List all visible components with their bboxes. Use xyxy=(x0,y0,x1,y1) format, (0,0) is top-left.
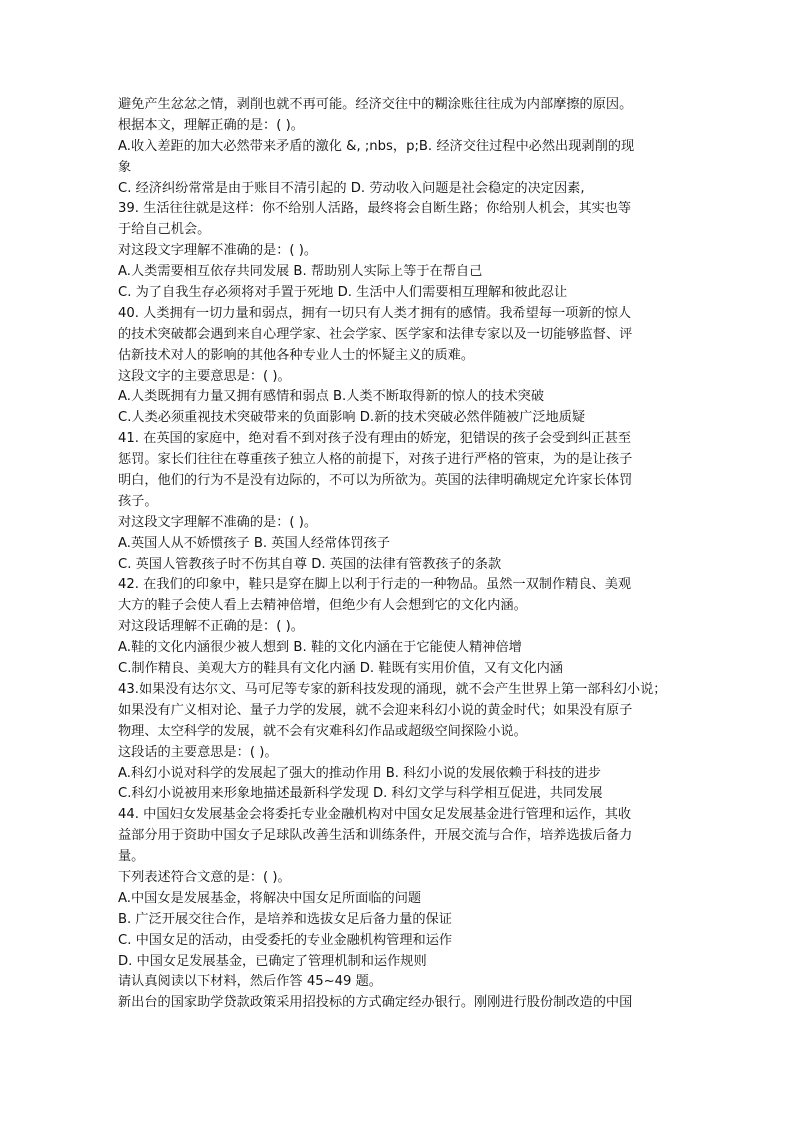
answer-options: C. 为了自我生存必须将对手置于死地 D. 生活中人们需要相互理解和彼此忍让 xyxy=(118,285,568,301)
question-39-text: 39. 生活往往就是这样：你不给别人活路，最终将会自断生路；你给别人机会，其实也等 xyxy=(118,201,632,217)
answer-options: C. 英国人管教孩子时不伤其自尊 D. 英国的法律有管教孩子的条款 xyxy=(118,556,502,572)
answer-option-a: A.中国女是发展基金，将解决中国女足所面临的问题 xyxy=(118,890,422,906)
question-40-text: 的技术突破都会遇到来自心理学家、社会学家、医学家和法律专家以及一切能够监督、评 xyxy=(118,326,633,342)
question-44-text: 益部分用于资助中国女子足球队改善生活和训练条件，开展交流与合作，培养选拔后备力 xyxy=(118,828,633,844)
answer-option-c: C. 中国女足的活动，由受委托的专业金融机构管理和运作 xyxy=(118,932,453,948)
question-41-text: 41. 在英国的家庭中，绝对看不到对孩子没有理由的娇宠，犯错误的孩子会受到纠正甚至 xyxy=(118,431,632,447)
question-44-text: 44. 中国妇女发展基金会将委托专业金融机构对中国女足发展基金进行管理和运作，其收 xyxy=(118,807,632,823)
answer-options: A.鞋的文化内涵很少被人想到 B. 鞋的文化内涵在于它能使人精神倍增 xyxy=(118,640,522,656)
answer-options: 象 xyxy=(118,159,132,175)
answer-options: C.制作精良、美观大方的鞋具有文化内涵 D. 鞋既有实用价值，又有文化内涵 xyxy=(118,661,563,677)
question-stem: 下列表述符合文意的是：( )。 xyxy=(118,869,291,885)
answer-options: A.人类既拥有力量又拥有感情和弱点 B.人类不断取得新的惊人的技术突破 xyxy=(118,389,545,405)
question-41-text: 明白，他们的行为不是没有边际的，不可以为所欲为。英国的法律明确规定允许家长体罚 xyxy=(118,473,633,489)
answer-options: C. 经济纠纷常常是由于账目不清引起的 D. 劳动收入问题是社会稳定的决定因素, xyxy=(118,180,585,196)
answer-option-d: D. 中国女足发展基金，已确定了管理机制和运作规则 xyxy=(118,953,427,969)
answer-options: C.科幻小说被用来形象地描述最新科学发现 D. 科幻文学与科学相互促进，共同发展 xyxy=(118,786,603,802)
question-stem: 对这段文字理解不准确的是：( )。 xyxy=(118,243,318,259)
question-42-text: 42. 在我们的印象中，鞋只是穿在脚上以利于行走的一种物品。虽然一双制作精良、美观 xyxy=(118,577,632,593)
answer-options: A.收入差距的加大必然带来矛盾的激化 &, ;nbs，p;B. 经济交往过程中必然出现剥削的现 xyxy=(118,138,635,154)
question-43-text: 物理、太空科学的发展，就不会有灾难科幻作品或超级空间探险小说。 xyxy=(118,723,527,739)
document-page xyxy=(118,95,680,1014)
question-stem: 对这段话理解不正确的是：( )。 xyxy=(118,619,304,635)
material-text: 新出台的国家助学贷款政策采用招投标的方式确定经办银行。刚刚进行股份制改造的中国 xyxy=(118,995,633,1011)
question-43-text: 43.如果没有达尔文、马可尼等专家的新科技发现的涌现，就不会产生世界上第一部科幻小说； xyxy=(118,681,667,697)
text-line: 避免产生忿忿之情，剥削也就不再可能。经济交往中的糊涂账往往成为内部摩擦的原因。 xyxy=(118,97,633,112)
question-41-text: 孩子。 xyxy=(118,493,158,509)
question-44-text: 量。 xyxy=(118,849,145,865)
answer-options: C.人类必须重视技术突破带来的负面影响 D.新的技术突破必然伴随被广泛地质疑 xyxy=(118,410,586,426)
question-stem: 根据本文，理解正确的是：( )。 xyxy=(118,117,304,133)
question-40-text: 40. 人类拥有一切力量和弱点，拥有一切只有人类才拥有的感情。我希望每一项新的惊人 xyxy=(118,305,632,321)
question-39-text: 于给自己机会。 xyxy=(118,222,211,238)
answer-options: A.科幻小说对科学的发展起了强大的推动作用 B. 科幻小说的发展依赖于科技的进步 xyxy=(118,765,601,781)
question-stem: 对这段文字理解不准确的是：( )。 xyxy=(118,514,318,530)
question-40-text: 估新技术对人的影响的其他各种专业人士的怀疑主义的质难。 xyxy=(118,347,475,363)
section-instruction: 请认真阅读以下材料，然后作答 45~49 题。 xyxy=(118,974,382,990)
answer-options: A.英国人从不娇惯孩子 B. 英国人经常体罚孩子 xyxy=(118,535,390,551)
answer-option-b: B. 广泛开展交往合作，是培养和选拔女足后备力量的保证 xyxy=(118,911,452,927)
question-43-text: 如果没有广义相对论、量子力学的发展，就不会迎来科幻小说的黄金时代；如果没有原子 xyxy=(118,702,633,718)
question-42-text: 大方的鞋子会使人看上去精神倍增，但绝少有人会想到它的文化内涵。 xyxy=(118,598,527,614)
answer-options: A.人类需要相互依存共同发展 B. 帮助别人实际上等于在帮自己 xyxy=(118,264,483,280)
question-stem: 这段话的主要意思是：( )。 xyxy=(118,744,278,760)
question-41-text: 惩罚。家长们往往在尊重孩子独立人格的前提下，对孩子进行严格的管束，为的是让孩子 xyxy=(118,452,633,468)
question-stem: 这段文字的主要意思是：( )。 xyxy=(118,368,291,384)
